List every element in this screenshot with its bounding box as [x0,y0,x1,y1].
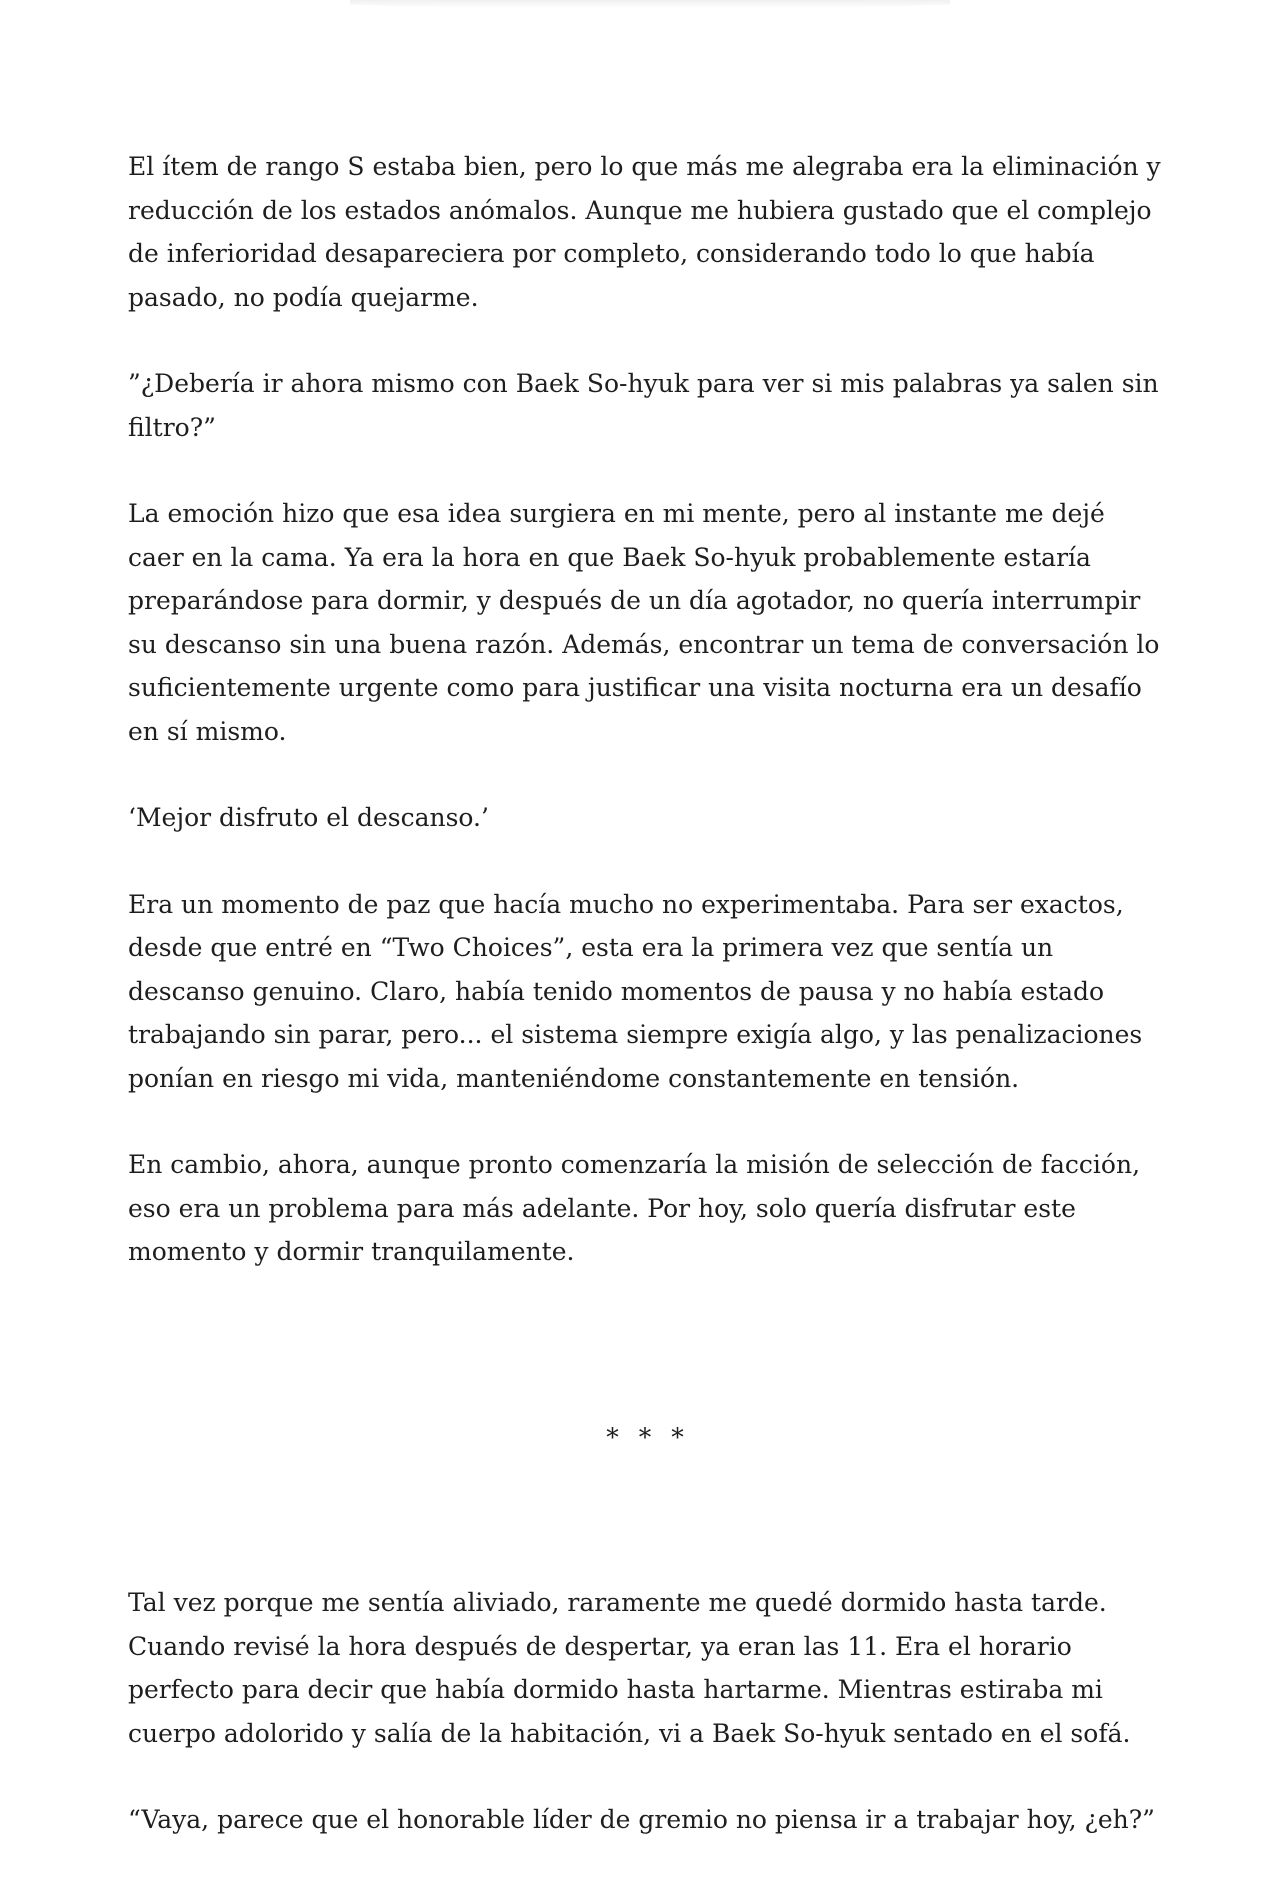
paragraph: El ítem de rango S estaba bien, pero lo que más me alegraba era la eliminación y reducción de los estados anómalos. Aunque me hubiera gustado que el complejo de inferioridad desapareciera por completo, considerando todo lo que había pasado, no podía quejarme. [128,152,1161,312]
paragraph: ‘Mejor disfruto el descanso.’ [128,803,489,832]
document-page [128,145,1168,1885]
paragraph: “Vaya, parece que el honorable líder de gremio no piensa ir a trabajar hoy, ¿eh?” [128,1805,1155,1834]
paragraph: Era un momento de paz que hacía mucho no experimentaba. Para ser exactos, desde que entré en “Two Choices”, esta era la primera vez que sentía un descanso genuino. Claro, había tenido momentos de pausa y no había estado trabajando sin parar, pero... el sistema siempre exigía algo, y las penalizaciones ponían en riesgo mi vida, manteniéndome constantemente en tensión. [128,889,1143,1093]
scene-separator: * * * [606,1422,690,1452]
paragraph: Tal vez porque me sentía aliviado, raramente me quedé dormido hasta tarde. Cuando revisé la hora después de despertar, ya eran las 11. Era el horario perfecto para decir que había dormido hasta hartarme. Mientras estiraba mi cuerpo adolorido y salía de la habitación, vi a Baek So-hyuk sentado en el sofá. [128,1588,1131,1748]
paragraph: ”¿Debería ir ahora mismo con Baek So-hyuk para ver si mis palabras ya salen sin filtro?” [128,369,1159,442]
top-shadow [350,0,950,8]
paragraph: La emoción hizo que esa idea surgiera en mi mente, pero al instante me dejé caer en la cama. Ya era la hora en que Baek So-hyuk probablemente estaría preparándose para dormir, y después de un día agotador, no quería interrumpir su descanso sin una buena razón. Además, encontrar un tema de conversación lo suficientemente urgente como para justificar una visita nocturna era un desafío en sí mismo. [128,499,1160,746]
paragraph: En cambio, ahora, aunque pronto comenzaría la misión de selección de facción, eso era un problema para más adelante. Por hoy, solo quería disfrutar este momento y dormir tranquilamente. [128,1150,1141,1266]
